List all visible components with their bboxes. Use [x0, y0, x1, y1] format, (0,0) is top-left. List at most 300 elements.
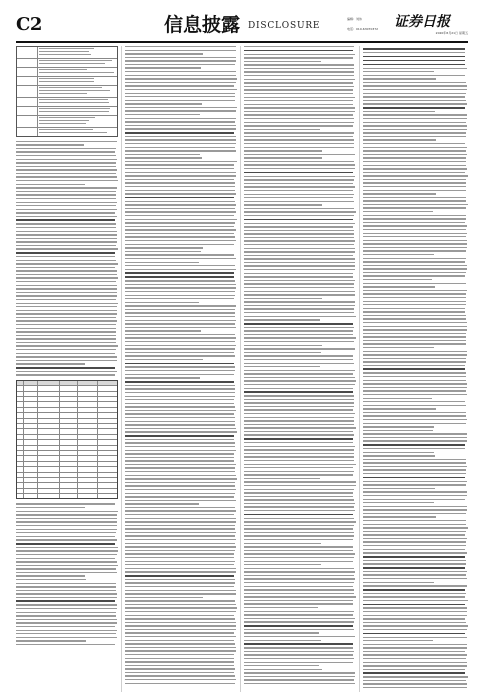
text-line [363, 168, 467, 169]
text-line [363, 139, 436, 140]
text-line [363, 179, 466, 180]
text-line [16, 191, 116, 192]
text-line [125, 172, 236, 173]
text-line [16, 144, 84, 145]
text-line [363, 78, 436, 79]
text-line [363, 582, 434, 583]
text-line [363, 629, 467, 630]
text-line [16, 536, 115, 537]
text-line [363, 640, 433, 641]
article-body [16, 141, 118, 376]
text-line [363, 165, 466, 166]
text-line [363, 574, 466, 575]
text-line [244, 352, 321, 353]
text-line [16, 173, 116, 174]
text-line [16, 619, 117, 620]
text-line [16, 241, 117, 242]
text-line [363, 513, 466, 514]
text-line [16, 277, 118, 278]
text-line [244, 391, 353, 393]
text-line [125, 525, 235, 526]
text-line [363, 534, 465, 535]
article-body [244, 46, 356, 684]
text-line [244, 89, 353, 90]
text-line [125, 396, 235, 397]
text-line [244, 93, 353, 94]
text-line [125, 345, 236, 346]
text-line [125, 546, 236, 547]
text-line [125, 182, 235, 183]
text-line [244, 427, 356, 428]
text-line [363, 669, 465, 670]
text-line [125, 139, 236, 140]
text-line [363, 683, 467, 684]
text-line [363, 607, 467, 608]
text-line [244, 532, 354, 533]
text-line [244, 64, 354, 65]
text-line [16, 518, 117, 519]
text-line [16, 561, 117, 562]
text-line [244, 176, 355, 177]
text-line [363, 93, 466, 94]
text-line [125, 478, 237, 479]
text-line [363, 240, 467, 241]
text-line [363, 541, 466, 542]
text-line [363, 462, 466, 463]
text-line [244, 460, 354, 461]
text-line [16, 565, 118, 566]
text-line [125, 482, 235, 483]
text-line [125, 622, 236, 623]
text-line [363, 662, 467, 663]
text-line [244, 226, 353, 227]
text-line [363, 625, 468, 626]
text-line [244, 446, 355, 447]
text-line [363, 516, 436, 517]
text-line [244, 442, 353, 443]
text-line [244, 586, 353, 587]
text-line [125, 392, 235, 393]
text-line [16, 198, 116, 199]
text-line [125, 410, 236, 411]
text-line [244, 676, 355, 677]
text-line [363, 56, 465, 58]
text-line [363, 524, 466, 525]
text-line [244, 46, 354, 47]
text-line [244, 550, 353, 551]
text-line [244, 312, 354, 313]
text-line [363, 563, 466, 564]
text-line [363, 275, 465, 276]
text-line [125, 150, 236, 151]
text-line [125, 611, 236, 612]
text-line [125, 629, 236, 630]
text-line [244, 139, 354, 140]
text-line [16, 288, 117, 289]
text-line [16, 155, 116, 156]
text-line [125, 672, 234, 673]
text-line [363, 48, 465, 50]
text-line [244, 647, 353, 648]
text-line [244, 157, 322, 158]
text-line [244, 561, 353, 562]
text-line [363, 578, 467, 579]
text-line [363, 311, 465, 312]
text-line [244, 154, 355, 155]
text-line [16, 338, 116, 339]
text-line [16, 205, 116, 206]
text-line [363, 401, 465, 402]
text-line [125, 424, 235, 425]
text-line [363, 308, 465, 309]
text-line [125, 658, 234, 659]
text-line [125, 247, 203, 248]
text-line [363, 157, 466, 158]
text-line [363, 247, 467, 248]
text-line [16, 371, 117, 372]
text-line [363, 286, 435, 287]
text-line [244, 57, 353, 58]
text-line [125, 467, 235, 468]
text-line [363, 233, 467, 234]
text-line [244, 183, 353, 184]
text-line [125, 136, 236, 137]
table-row [17, 107, 117, 116]
text-line [125, 291, 235, 292]
text-line [125, 385, 235, 386]
masthead-rule [16, 41, 468, 43]
text-line [16, 292, 117, 293]
text-line [363, 207, 466, 208]
text-line [16, 554, 117, 555]
text-line [244, 240, 355, 241]
text-line [244, 308, 354, 309]
text-line [244, 621, 354, 622]
text-line [125, 421, 235, 422]
newspaper-logo: 证券日报 [394, 14, 450, 30]
text-line [125, 377, 200, 378]
text-line [125, 334, 235, 335]
text-line [125, 121, 235, 122]
text-line [363, 469, 466, 470]
text-line [16, 597, 117, 598]
text-line [125, 103, 202, 104]
text-line [125, 53, 203, 54]
text-line [125, 60, 236, 61]
text-line [363, 560, 466, 561]
text-line [125, 312, 235, 313]
text-line [125, 403, 234, 404]
text-line [125, 208, 235, 209]
text-line [244, 521, 356, 522]
text-line [363, 304, 466, 305]
text-line [244, 434, 354, 435]
text-line [244, 614, 353, 615]
text-line [244, 150, 322, 151]
text-line [363, 665, 467, 666]
text-line [125, 89, 237, 90]
text-line [244, 503, 355, 504]
column-divider [359, 46, 360, 692]
text-line [125, 295, 235, 296]
text-line [363, 419, 467, 420]
text-line [16, 180, 118, 181]
text-line [363, 347, 434, 348]
text-line [125, 442, 235, 443]
text-line [125, 496, 234, 497]
text-line [16, 169, 117, 170]
text-line [363, 182, 466, 183]
text-line [244, 471, 354, 472]
text-line [244, 402, 354, 403]
text-line [363, 132, 466, 133]
text-line [244, 636, 355, 637]
text-line [125, 557, 234, 558]
text-line [244, 327, 354, 328]
text-line [125, 366, 235, 367]
text-line [363, 154, 467, 155]
text-line [125, 193, 236, 194]
text-line [16, 637, 117, 638]
article-body [16, 503, 118, 645]
text-line [363, 290, 467, 291]
text-line [16, 593, 117, 594]
text-line [16, 604, 117, 605]
text-line [363, 272, 466, 273]
text-line [244, 244, 354, 245]
text-line [125, 75, 236, 76]
text-line [244, 363, 354, 364]
section-title: 信息披露 [164, 14, 241, 36]
text-line [16, 507, 85, 508]
text-line [244, 230, 354, 231]
text-line [244, 481, 356, 482]
text-line [363, 250, 466, 251]
text-line [125, 485, 235, 486]
text-line [125, 650, 236, 651]
text-line [244, 287, 354, 288]
shareholder-table [16, 380, 118, 500]
text-line [125, 327, 236, 328]
text-line [363, 283, 466, 284]
text-line [125, 568, 236, 569]
text-line [244, 204, 322, 205]
text-line [244, 662, 353, 663]
text-line [363, 376, 466, 377]
text-line [363, 315, 466, 316]
text-line [244, 388, 353, 389]
text-line [363, 322, 467, 323]
text-line [244, 571, 355, 572]
text-line [125, 521, 236, 522]
text-line [363, 676, 468, 677]
text-line [363, 394, 467, 395]
text-line [16, 270, 117, 271]
text-line [125, 359, 203, 360]
text-line [244, 79, 355, 80]
text-line [244, 449, 354, 450]
text-line [363, 654, 467, 655]
text-line [363, 459, 466, 460]
text-line [363, 279, 432, 280]
text-line [16, 539, 117, 540]
table-row [17, 86, 117, 98]
text-line [125, 431, 237, 432]
text-line [363, 129, 467, 130]
text-line [244, 611, 354, 612]
text-line [363, 161, 466, 162]
text-line [125, 168, 234, 169]
text-line [125, 352, 234, 353]
text-line [244, 211, 356, 212]
text-line [363, 651, 465, 652]
text-line [363, 365, 465, 366]
text-line [363, 571, 467, 572]
text-line [125, 355, 235, 356]
text-line [16, 141, 117, 142]
text-line [16, 176, 117, 177]
text-line [363, 200, 466, 201]
text-line [244, 528, 353, 529]
text-line [16, 209, 117, 210]
text-line [16, 586, 116, 587]
text-line [363, 466, 467, 467]
text-line [125, 643, 235, 644]
text-line [125, 114, 200, 115]
table-row [17, 68, 117, 77]
masthead [16, 14, 468, 40]
text-line [244, 366, 320, 367]
text-line [125, 435, 234, 437]
text-line [363, 329, 467, 330]
text-line [244, 345, 322, 346]
text-line [16, 547, 118, 548]
publication-date: 2020年8月21日 星期五 [435, 31, 468, 35]
text-line [125, 147, 235, 148]
text-line [125, 337, 236, 338]
text-line [363, 225, 467, 226]
text-line [244, 593, 354, 594]
text-line [125, 100, 235, 101]
text-line [244, 61, 321, 62]
text-line [125, 593, 236, 594]
text-line [244, 258, 355, 259]
text-line [244, 219, 353, 221]
text-line [244, 104, 353, 105]
table-row [17, 128, 117, 136]
text-line [363, 495, 467, 496]
text-line [363, 502, 434, 503]
text-line [363, 415, 466, 416]
text-line [125, 118, 236, 119]
text-line [363, 60, 465, 62]
text-line [244, 499, 354, 500]
text-line [244, 298, 322, 299]
text-line [244, 492, 353, 493]
text-line [363, 380, 466, 381]
text-line [363, 647, 467, 648]
text-line [16, 306, 117, 307]
text-line [244, 111, 355, 112]
text-line [125, 287, 236, 288]
text-line [125, 636, 236, 637]
text-line [125, 510, 236, 511]
text-line [125, 460, 234, 461]
text-line [244, 489, 354, 490]
text-line [363, 473, 466, 474]
text-line [16, 600, 115, 602]
text-line [125, 251, 201, 252]
text-line [125, 280, 235, 281]
text-line [16, 374, 115, 375]
text-line [244, 474, 353, 475]
text-line [125, 157, 202, 158]
text-line [363, 423, 466, 424]
text-line [363, 531, 466, 532]
text-column-4 [363, 46, 468, 692]
text-line [363, 175, 468, 176]
text-line [363, 549, 465, 550]
text-line [244, 535, 354, 536]
text-line [363, 390, 466, 391]
text-line [244, 164, 355, 165]
text-line [363, 567, 465, 569]
text-line [125, 226, 234, 227]
text-line [244, 186, 355, 187]
text-line [16, 550, 118, 551]
text-line [125, 399, 234, 400]
text-line [16, 349, 116, 350]
text-line [244, 132, 354, 133]
text-line [125, 582, 235, 583]
text-line [363, 615, 467, 616]
text-line [244, 658, 354, 659]
text-line [363, 89, 467, 90]
text-line [244, 215, 354, 216]
text-line [244, 97, 355, 98]
text-line [363, 477, 465, 479]
text-line [244, 265, 355, 266]
text-line [363, 430, 433, 431]
text-line [125, 272, 234, 274]
text-line [16, 626, 115, 627]
text-line [244, 629, 354, 630]
text-line [363, 96, 465, 97]
text-line [125, 679, 236, 680]
text-line [125, 413, 234, 414]
text-line [125, 302, 199, 303]
text-line [244, 654, 353, 655]
text-line [16, 640, 86, 641]
text-line [125, 236, 235, 237]
text-line [363, 658, 466, 659]
text-line [16, 345, 118, 346]
text-line [363, 440, 467, 441]
text-line [363, 261, 465, 262]
text-line [244, 251, 355, 252]
text-line [363, 197, 466, 198]
text-line [16, 184, 85, 185]
text-line [16, 159, 117, 160]
text-line [125, 571, 236, 572]
text-line [244, 543, 321, 544]
text-line [363, 215, 466, 216]
text-line [363, 585, 467, 586]
text-line [363, 68, 467, 69]
text-line [244, 248, 355, 249]
text-line [244, 237, 354, 238]
text-line [244, 557, 354, 558]
